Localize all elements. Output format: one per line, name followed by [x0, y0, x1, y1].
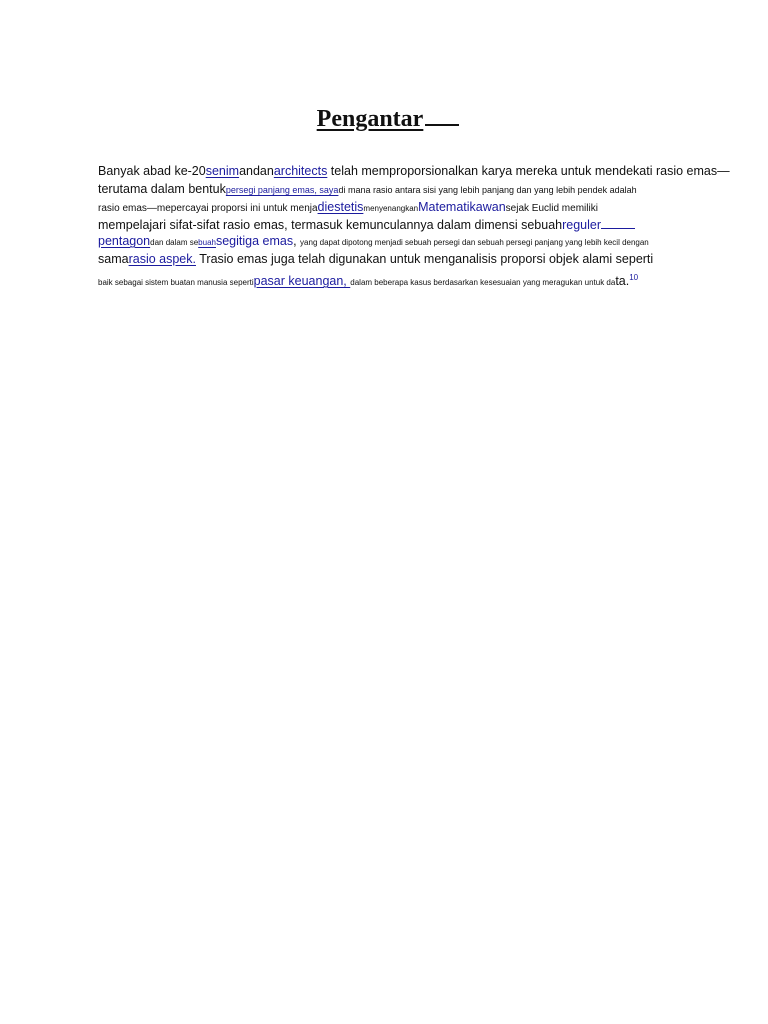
text: ta. — [615, 274, 630, 288]
paragraph-line-3 — [98, 200, 598, 216]
footnote-ref[interactable]: 10 — [629, 273, 639, 282]
text: Trasio emas juga telah digunakan untuk menganalisis proporsi objek alami seperti — [195, 252, 654, 266]
paragraph-line-2 — [98, 182, 637, 198]
link-senim[interactable]: senim — [205, 164, 240, 178]
text: menyenangkan — [363, 204, 419, 213]
text: sama — [98, 252, 129, 266]
paragraph-line-6 — [98, 252, 653, 267]
text: mempelajari sifat-sifat rasio emas, termasuk kemunculannya dalam dimensi sebuah — [98, 218, 563, 232]
text: andan — [239, 164, 274, 178]
title-underline-pad — [425, 102, 459, 126]
paragraph-line-5 — [98, 234, 649, 250]
page-title — [0, 102, 768, 133]
text: sejak Euclid memiliki — [505, 203, 598, 214]
link-pentagon[interactable]: pentagon — [98, 234, 151, 248]
text: telah memproporsionalkan karya mereka untuk mendekati rasio emas— — [327, 164, 730, 178]
text: rasio emas—mepercayai proporsi ini untuk menja — [98, 203, 318, 214]
page-title-text: Pengantar — [316, 106, 424, 132]
link-rasio-aspek[interactable]: rasio aspek. — [128, 252, 196, 266]
text: , — [293, 234, 301, 248]
link-reguler[interactable]: reguler — [562, 218, 602, 232]
link-persegi-panjang-emas[interactable]: persegi panjang emas, saya — [225, 185, 339, 195]
paragraph-line-7 — [98, 270, 638, 290]
text: dan dalam se — [150, 238, 199, 247]
link-matematikawan[interactable]: Matematikawan — [418, 200, 506, 214]
text: yang dapat dipotong menjadi sebuah persegi dan sebuah persegi panjang yang lebih kecil dengan — [300, 238, 649, 247]
link-pasar-keuangan[interactable]: pasar keuangan, — [253, 274, 351, 288]
text: dalam beberapa kasus berdasarkan kesesuaian yang meragukan untuk da — [350, 278, 616, 287]
link-segitiga-emas[interactable]: segitiga emas — [215, 234, 294, 248]
link-estetis[interactable]: diestetis — [317, 200, 364, 214]
paragraph-line-4 — [98, 217, 635, 233]
text: terutama dalam bentuk — [98, 182, 226, 196]
paragraph-line-1 — [98, 164, 730, 179]
link-buah[interactable]: buah — [198, 238, 216, 247]
text: Banyak abad ke-20 — [98, 164, 206, 178]
link-architects[interactable]: architects — [273, 164, 328, 178]
link-underline-gap — [601, 217, 635, 229]
text: baik sebagai sistem buatan manusia seperti — [98, 278, 254, 287]
text: di mana rasio antara sisi yang lebih panjang dan yang lebih pendek adalah — [338, 185, 637, 195]
